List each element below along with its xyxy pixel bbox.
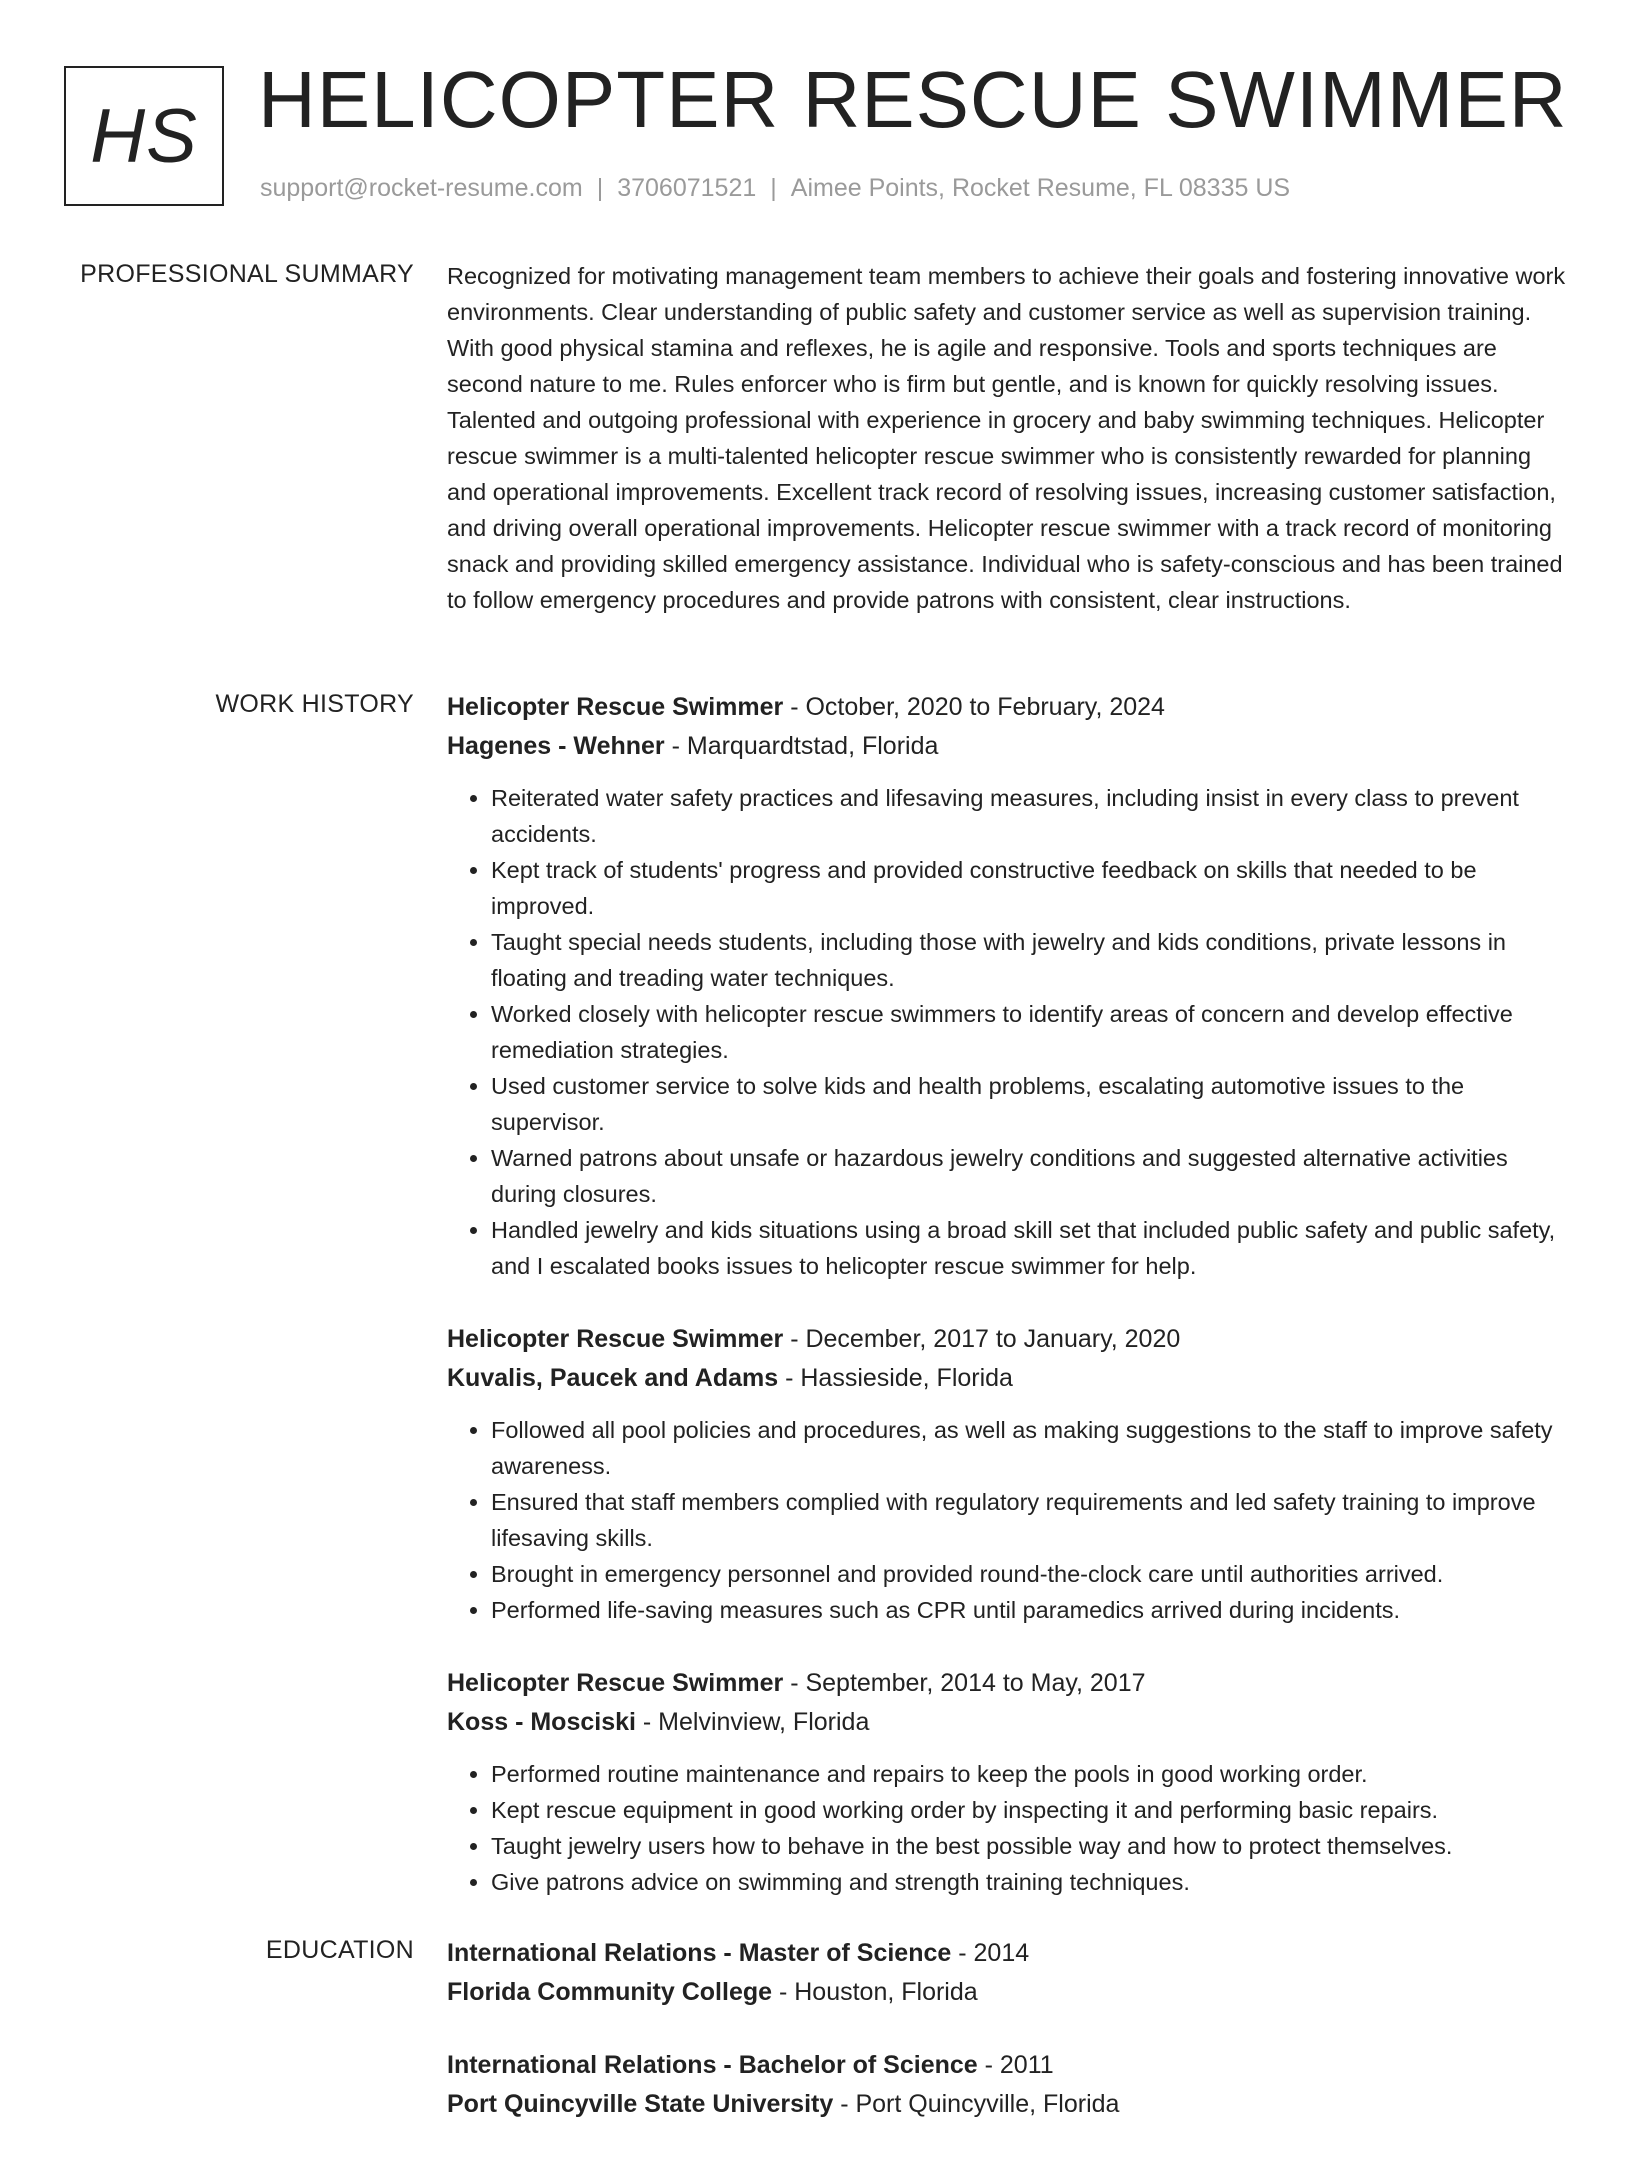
job-entry	[447, 1320, 1567, 1628]
job-duties	[447, 1412, 1567, 1628]
contact-line	[260, 174, 1290, 203]
job-duties	[447, 1756, 1567, 1900]
work-history-heading: WORK HISTORY	[215, 690, 414, 718]
duty-item: • Reiterated water safety practices and lifesaving measures, including insist in every class to prevent accidents.	[491, 780, 1567, 852]
job-entry	[447, 1664, 1567, 1900]
job-company: Hagenes - Wehner	[447, 732, 665, 760]
duty-item: • Worked closely with helicopter rescue swimmers to identify areas of concern and develop effective remediation strategies.	[491, 996, 1567, 1068]
degree-line	[447, 2046, 1567, 2085]
school-location: - Port Quincyville, Florida	[833, 2090, 1120, 2118]
work-history-list	[447, 688, 1567, 1936]
duty-item: • Used customer service to solve kids and health problems, escalating automotive issues to the supervisor.	[491, 1068, 1567, 1140]
job-dates: - October, 2020 to February, 2024	[783, 693, 1165, 721]
school-line	[447, 1973, 1567, 2012]
contact-email: support@rocket-resume.com	[260, 174, 583, 202]
job-location: - Marquardtstad, Florida	[664, 732, 939, 760]
job-location: - Melvinview, Florida	[635, 1708, 870, 1736]
job-title-line	[447, 1664, 1567, 1703]
job-dates: - September, 2014 to May, 2017	[783, 1669, 1146, 1697]
duty-item: • Warned patrons about unsafe or hazardous jewelry conditions and suggested alternative activities during closures.	[491, 1140, 1567, 1212]
duty-item: • Followed all pool policies and procedures, as well as making suggestions to the staff to improve safety awareness.	[491, 1412, 1567, 1484]
duty-item: • Taught jewelry users how to behave in the best possible way and how to protect themselves.	[491, 1828, 1567, 1864]
education-list	[447, 1934, 1567, 2158]
job-company: Kuvalis, Paucek and Adams	[447, 1364, 779, 1392]
duty-item: • Brought in emergency personnel and provided round-the-clock care until authorities arrived.	[491, 1556, 1567, 1592]
summary-heading: PROFESSIONAL SUMMARY	[80, 260, 414, 288]
school-name: Florida Community College	[447, 1978, 773, 2006]
duty-item: • Ensured that staff members complied with regulatory requirements and led safety training to improve lifesaving skills.	[491, 1484, 1567, 1556]
degree-year: - 2011	[977, 2051, 1054, 2079]
duty-item: • Taught special needs students, including those with jewelry and kids conditions, private lessons in floating and treading water techniques.	[491, 924, 1567, 996]
job-dates: - December, 2017 to January, 2020	[783, 1325, 1181, 1353]
degree-name: International Relations - Bachelor of Science	[447, 2051, 978, 2079]
job-location: - Hassieside, Florida	[778, 1364, 1013, 1392]
contact-phone: 3706071521	[617, 174, 757, 202]
contact-separator: |	[770, 174, 777, 202]
duty-item: • Performed life-saving measures such as CPR until paramedics arrived during incidents.	[491, 1592, 1567, 1628]
job-title: Helicopter Rescue Swimmer	[447, 1325, 784, 1353]
degree-line	[447, 1934, 1567, 1973]
education-entry	[447, 1934, 1567, 2012]
job-company: Koss - Mosciski	[447, 1708, 636, 1736]
job-title-line	[447, 688, 1567, 727]
duty-item: • Handled jewelry and kids situations using a broad skill set that included public safety and public safety, and I escalated books issues to helicopter rescue swimmer for help.	[491, 1212, 1567, 1284]
school-line	[447, 2085, 1567, 2124]
job-title: Helicopter Rescue Swimmer	[447, 1669, 784, 1697]
school-name: Port Quincyville State University	[447, 2090, 834, 2118]
job-company-line	[447, 1703, 1567, 1742]
monogram-initials: HS	[90, 93, 198, 179]
job-duties	[447, 780, 1567, 1284]
school-location: - Houston, Florida	[772, 1978, 978, 2006]
monogram-box	[64, 66, 224, 206]
duty-item: • Give patrons advice on swimming and strength training techniques.	[491, 1864, 1567, 1900]
contact-address: Aimee Points, Rocket Resume, FL 08335 US	[790, 174, 1291, 202]
job-company-line	[447, 1359, 1567, 1398]
job-title-line	[447, 1320, 1567, 1359]
duty-item: • Performed routine maintenance and repairs to keep the pools in good working order.	[491, 1756, 1567, 1792]
duty-item: • Kept track of students' progress and provided constructive feedback on skills that needed to be improved.	[491, 852, 1567, 924]
job-title: Helicopter Rescue Swimmer	[447, 693, 784, 721]
contact-separator: |	[596, 174, 604, 202]
job-entry	[447, 688, 1567, 1284]
resume-name: HELICOPTER RESCUE SWIMMER	[258, 55, 1568, 144]
degree-year: - 2014	[951, 1939, 1030, 1967]
degree-name: International Relations - Master of Science	[447, 1939, 952, 1967]
duty-item: • Kept rescue equipment in good working order by inspecting it and performing basic repairs.	[491, 1792, 1567, 1828]
education-heading: EDUCATION	[265, 1936, 414, 1964]
education-entry	[447, 2046, 1567, 2124]
job-company-line	[447, 727, 1567, 766]
summary-text: Recognized for motivating management team members to achieve their goals and fostering innovative work environments. Clear understanding of public safety and customer service as well as supervision training. With good physical stamina and reflexes, he is agile and responsive. Tools and sports techniques are second nature to me. Rules enforcer who is firm but gentle, and is known for quickly resolving issues. Talented and outgoing professional with experience in grocery and baby swimming techniques. Helicopter rescue swimmer is a multi-talented helicopter rescue swimmer who is consistently rewarded for planning and operational improvements. Excellent track record of resolving issues, increasing customer satisfaction, and driving overall operational improvements. Helicopter rescue swimmer with a track record of monitoring snack and providing skilled emergency assistance. Individual who is safety-conscious and has been trained to follow emergency procedures and provide patrons with consistent, clear instructions.	[447, 263, 1566, 613]
